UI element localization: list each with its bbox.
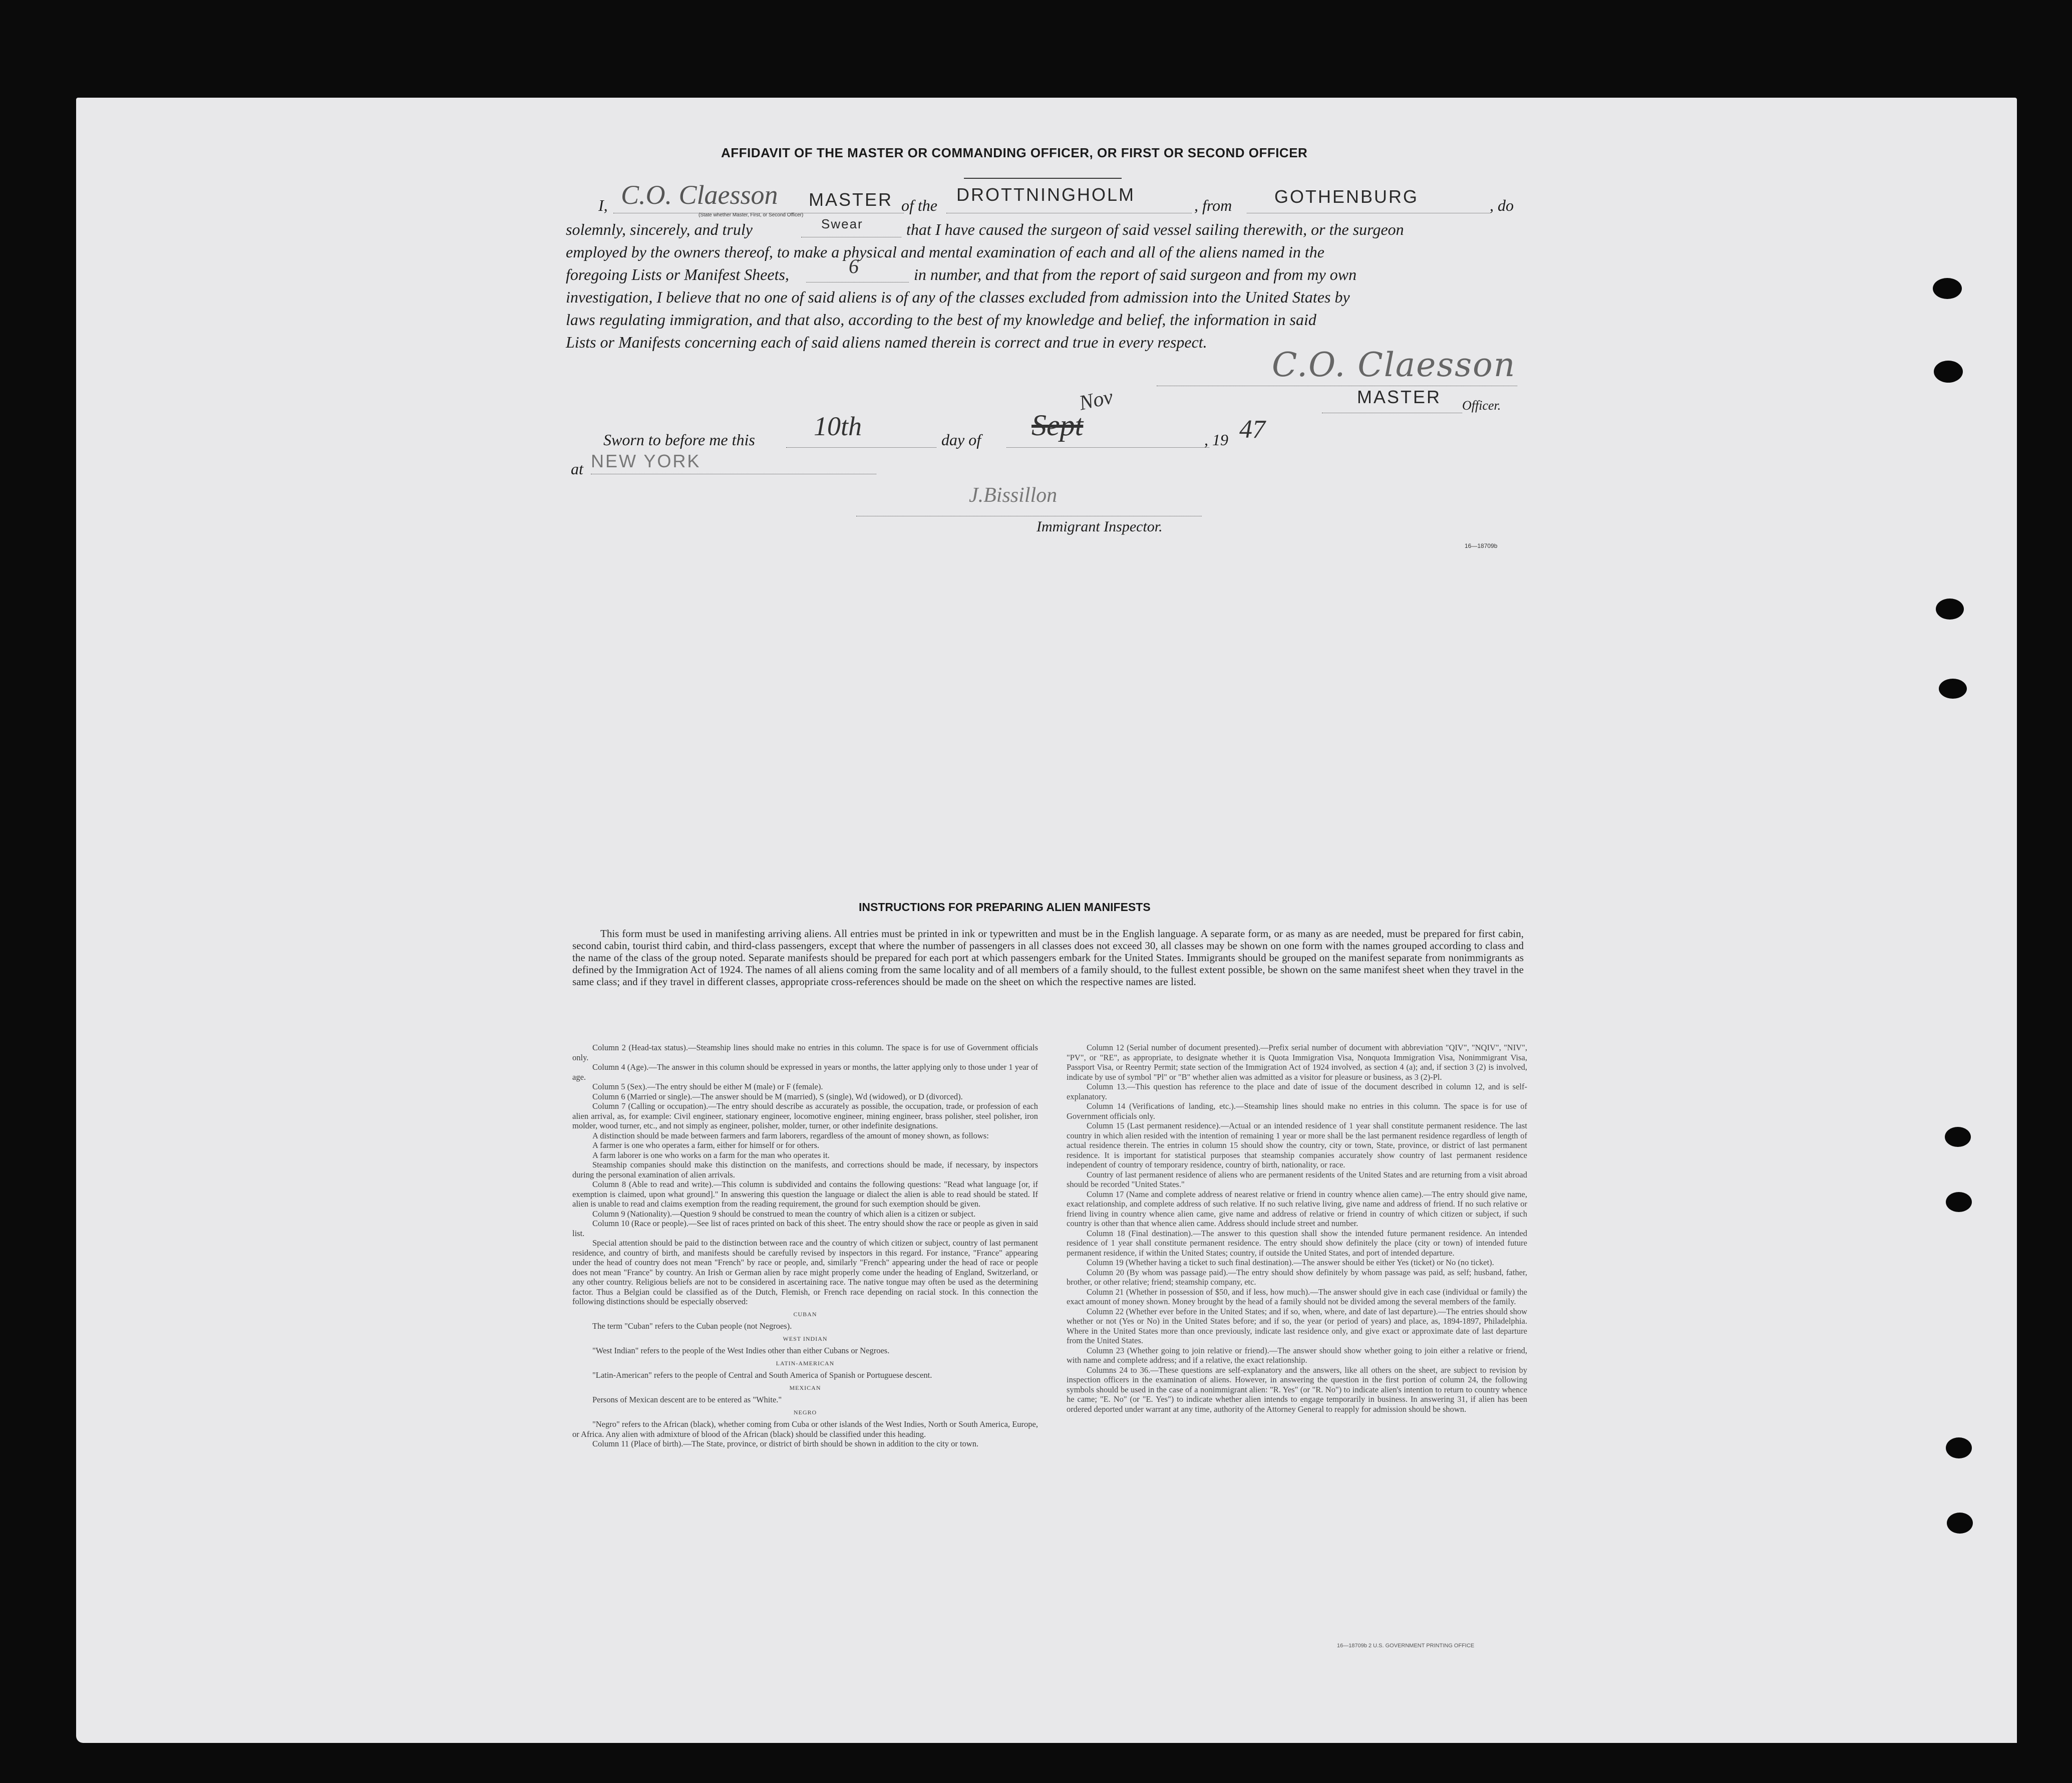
- master-name-handwritten: C.O. Claesson: [621, 180, 778, 210]
- left-para: A farm laborer is one who works on a farm for the man who operates it.: [592, 1150, 830, 1160]
- ship-overline: [964, 178, 1122, 179]
- printing-footer: 16—18709b 2 U.S. GOVERNMENT PRINTING OFFICE: [1337, 1643, 1475, 1649]
- affidavit-line-6: laws regulating immigration, and that also, according to the best of my knowledge and belief, the information in said: [566, 311, 1316, 329]
- sworn-month-struck: Sept: [1031, 409, 1084, 442]
- right-para: Column 23 (Whether going to join relative or friend).—The answer should show whether going to join either a relative or friend, with name and complete address; and if a relative, the exact relationship.: [1067, 1345, 1527, 1365]
- affidavit-line-5: investigation, I believe that no one of said aliens is of any of the classes excluded from admission into the United States by: [566, 288, 1350, 306]
- left-para: Column 2 (Head-tax status).—Steamship lines should make no entries in this column. The space is for use of Government officials only.: [572, 1043, 1038, 1062]
- left-para: Column 7 (Calling or occupation).—The entry should describe as accurately as possible, the occupation, trade, or profession of each alien arrival, as, for example: Civil engineer, stationary engineer, locomotive engineer, mining engineer, brass polisher, steel polisher, iron molder, wood turner, etc., and not simply as engineer, polisher, molder, turner, or other indefinite designations.: [572, 1101, 1038, 1130]
- sworn-month: Nov: [1077, 385, 1115, 415]
- right-para: Column 18 (Final destination).—The answer to this question shall show the intended future permanent residence. An intended residence of 1 year shall constitute permanent residence. The entry should show definitely the place (city or town) of intended future permanent residence, if within the United States; country, if outside the United States, and port of intended departure.: [1067, 1228, 1527, 1258]
- rank-note: (State whether Master, First, or Second Officer): [699, 212, 804, 218]
- i-label: I,: [598, 196, 608, 214]
- right-para: Column 21 (Whether in possession of $50, and if less, how much).—The answer should give in each case (individual or family) the exact amount of money shown. Money brought by the head of a family should not be divided among the several members of the family.: [1067, 1287, 1527, 1306]
- binder-hole: [1947, 1513, 1973, 1534]
- from-label: , from: [1194, 196, 1232, 214]
- affidavit-line-2b: that I have caused the surgeon of said vessel sailing therewith, or the surgeon: [906, 220, 1404, 238]
- race-heading: LATIN-AMERICAN: [776, 1359, 835, 1367]
- inspector-label: Immigrant Inspector.: [1037, 518, 1163, 535]
- month-line: [1006, 447, 1209, 448]
- at-label: at: [571, 460, 583, 478]
- right-para: Column 13.—This question has reference to the place and date of issue of the document described in column 12, and is self-explanatory.: [1067, 1082, 1527, 1101]
- race-text: The term "Cuban" refers to the Cuban people (not Negroes).: [592, 1321, 792, 1331]
- do-label: , do: [1490, 196, 1514, 214]
- race-text: Persons of Mexican descent are to be entered as "White.": [592, 1395, 782, 1404]
- left-para: Column 10 (Race or people).—See list of races printed on back of this sheet. The entry should show the race or people as given in said list.: [572, 1219, 1039, 1238]
- right-para: Column 20 (By whom was passage paid).—The entry should show definitely by whom passage was paid, as self; husband, father, brother, or other relative; friend; steamship company, etc.: [1067, 1267, 1527, 1287]
- left-para: A farmer is one who operates a farm, either for himself or for others.: [592, 1140, 820, 1150]
- day-line: [786, 447, 936, 448]
- left-para: Column 5 (Sex).—The entry should be either M (male) or F (female).: [592, 1082, 823, 1091]
- right-para: Country of last permanent residence of aliens who are permanent residents of the United States and are returning from a visit abroad should be recorded "United States.": [1067, 1169, 1527, 1189]
- right-para: Column 14 (Verifications of landing, etc.).—Steamship lines should make no entries in this column. The space is for use of Government officials only.: [1067, 1101, 1527, 1121]
- right-para: Column 19 (Whether having a ticket to such final destination).—The answer should be either Yes (ticket) or No (no ticket).: [1087, 1258, 1494, 1267]
- race-heading: CUBAN: [793, 1310, 817, 1318]
- oath-typed: Swear: [821, 216, 863, 231]
- right-para: Column 12 (Serial number of document presented).—Prefix serial number of document with abbreviation "QIV", "NQIV", "NIV", "PV", or "RE", as appropriate, to designate whether it is Quota Immigration Visa, Nonquota Immigration Visa, Nonimmigrant Visa, Passport Visa, or Reentry Permit; state section of the Immigration Act of 1924 involved, as section 4 (a); and, if section 3 (2) is involved, indicate by use of symbol "Pl" or "B" whether alien was admitted as a visitor for pleasure or business, as 3 (2)-Pl.: [1067, 1043, 1527, 1082]
- left-para: Column 9 (Nationality).—Question 9 should be construed to mean the country of which alien is a citizen or subject.: [592, 1209, 976, 1219]
- left-para: Column 4 (Age).—The answer in this column should be expressed in years or months, the latter applying only to those under 1 year of age.: [572, 1062, 1038, 1082]
- race-heading: WEST INDIAN: [783, 1335, 828, 1342]
- of-the-label: of the: [901, 196, 937, 214]
- binder-hole: [1936, 599, 1964, 620]
- left-para: A distinction should be made between farmers and farm laborers, regardless of the amount of money shown, as follows:: [592, 1130, 989, 1140]
- race-text: "West Indian" refers to the people of the West Indies other than either Cubans or Negroes.: [592, 1346, 890, 1355]
- binder-hole: [1933, 278, 1962, 299]
- race-text: "Negro" refers to the African (black), whether coming from Cuba or other islands of the West Indies, North or South America, Europe, or Africa. Any alien with admixture of blood of the African (black) should be classified under this heading.: [572, 1419, 1038, 1439]
- year-suffix: 47: [1239, 415, 1265, 444]
- port-name: GOTHENBURG: [1274, 186, 1419, 207]
- right-para: Column 15 (Last permanent residence).—Actual or an intended residence of 1 year shall constitute permanent residence. The last country in which alien resided with the intention of remaining 1 year or more shall be the last permanent residence regardless of length of actual residence therein. The entries in column 15 should show the country, city or town, State, province, or district of last permanent residence. It is important for statistical purposes that steamship companies accurately show country of last permanent residence independent of country of temporary residence, country of birth, nationality, or race.: [1067, 1121, 1527, 1169]
- affidavit-line-4a: foregoing Lists or Manifest Sheets,: [566, 265, 789, 283]
- race-heading: MEXICAN: [789, 1384, 821, 1391]
- sworn-day: 10th: [814, 411, 862, 441]
- form-number: 16—18709b: [1465, 542, 1498, 549]
- binder-hole: [1939, 679, 1967, 699]
- sworn-label: Sworn to before me this: [603, 431, 755, 449]
- binder-hole: [1946, 1192, 1972, 1212]
- sheets-count: 6: [849, 255, 859, 277]
- left-para: Special attention should be paid to the distinction between race and the country of which citizen or subject, country of last permanent residence, and country of birth, and manifests should be carefully revised by inspectors in this regard. For instance, "France" appearing under the head of country does not mean "French" by race or people, and, similarly "French" appearing under the head of race or people does not mean "France" by country. An Irish or German alien by race might properly come under the heading of England, Switzerland, or any other country. Religious beliefs are not to be considered in ascertaining race. The native tongue may often be used as the determining factor. Thus a Belgian could be classified as of the Dutch, Flemish, or French race depending on racial stock. In this connection the following distinctions should be especially observed:: [572, 1238, 1038, 1306]
- year-prefix: , 19: [1204, 431, 1228, 449]
- instructions-title: INSTRUCTIONS FOR PREPARING ALIEN MANIFESTS: [859, 901, 1151, 914]
- right-para: Column 17 (Name and complete address of nearest relative or friend in country whence alien came).—The entry should give name, exact relationship, and complete address of such relative. If no such relative living, give name and address of friend. If no such relative or friend living in country whence alien came, give name and address of relative or friend in country of which citizen or subject, if such country is other than that whence alien came. Address should include street and number.: [1067, 1189, 1527, 1228]
- affidavit-line-4b: in number, and that from the report of said surgeon and from my own: [914, 265, 1357, 283]
- right-para: Columns 24 to 36.—These questions are self-explanatory and the answers, like all others on the sheet, are subject to revision by inspection officers in the examination of aliens. However, in answering the question in the first portion of column 24, the following symbols should be used in the case of a nonimmigrant alien: "R. Yes" (or "R. No") to indicate alien's intention to return to country whence he came; "E. No" (or "E. Yes") to indicate whether alien intends to engage temporarily in business. In answering 31, if alien has been ordered deported under warrant at any time, authority of the Attorney General to reapply for admission should be shown.: [1067, 1365, 1527, 1414]
- binder-hole: [1946, 1437, 1972, 1458]
- right-para: Column 22 (Whether ever before in the United States; and if so, when, where, and date of last departure).—The entries should show whether or not (Yes or No) in the United States before; and if so, the year (or period of years) and place, as, 1894-1897, Philadelphia. Where in the United States more than once previously, indicate last residence only, and give exact or approximate date of last departure from the United States.: [1067, 1306, 1527, 1345]
- place-name: NEW YORK: [591, 451, 701, 471]
- affidavit-line-7: Lists or Manifests concerning each of said aliens named therein is correct and true in every respect.: [566, 333, 1207, 351]
- officer-label: Officer.: [1462, 398, 1501, 413]
- inspector-signature: J.Bissillon: [969, 484, 1058, 507]
- left-para: Steamship companies should make this distinction on the manifests, and corrections should be made, if necessary, by inspectors during the personal examination of alien arrivals.: [572, 1160, 1038, 1179]
- race-heading: NEGRO: [793, 1408, 817, 1416]
- left-para: Column 8 (Able to read and write).—This column is subdivided and contains the following questions: "Read what language [or, if exemption is claimed, upon what ground]." In answering this question the language or dialect the alien is able to read should be stated. If alien is unable to read and claims exemption from the reading requirement, the ground for such exemption should be given.: [572, 1179, 1038, 1209]
- rank-typed: MASTER: [809, 189, 893, 210]
- left-para: Column 6 (Married or single).—The answer should be M (married), S (single), Wd (widowed), or D (divorced).: [592, 1091, 963, 1101]
- affidavit-line-2a: solemnly, sincerely, and truly: [566, 220, 753, 238]
- instructions-intro: This form must be used in manifesting arriving aliens. All entries must be printed in ink or typewritten and must be in the English language. A separate form, or as many as are needed, must be prepared for first cabin, second cabin, tourist third cabin, and third-class passengers, except that where the number of passengers in all classes does not exceed 30, all classes may be shown on one form with the names grouped according to class and the name of the class of the group noted. Separate manifests should be prepared for each port at which passengers embark for the United States. Immigrants should be grouped on the manifest separate from nonimmigrants as defined by the Immigration Act of 1924. The names of all aliens coming from the same locality and of all members of a family should, to the fullest extent possible, be shown on the same manifest sheet when they travel in the same class; and if they travel in different classes, appropriate cross-references should be made on the sheet on which the respective names are listed.: [572, 928, 1524, 988]
- affidavit-title: AFFIDAVIT OF THE MASTER OR COMMANDING OFFICER, OR FIRST OR SECOND OFFICER: [721, 145, 1308, 160]
- instructions-right-column: [1067, 1043, 1527, 1414]
- master-signature: C.O. Claesson: [1272, 346, 1516, 384]
- left-para-end: Column 11 (Place of birth).—The State, province, or district of birth should be shown in addition to the city or town.: [592, 1439, 979, 1448]
- affidavit-line-3: employed by the owners thereof, to make a physical and mental examination of each and all of the aliens named in the: [566, 243, 1324, 261]
- sign-rank: MASTER: [1357, 387, 1442, 407]
- race-text: "Latin-American" refers to the people of Central and South America of Spanish or Portuguese descent.: [592, 1370, 932, 1380]
- instructions-left-column: [572, 1043, 1038, 1449]
- binder-hole: [1934, 361, 1963, 383]
- day-of-label: day of: [941, 431, 981, 449]
- binder-hole: [1945, 1127, 1971, 1147]
- ship-name: DROTTNINGHOLM: [956, 184, 1135, 205]
